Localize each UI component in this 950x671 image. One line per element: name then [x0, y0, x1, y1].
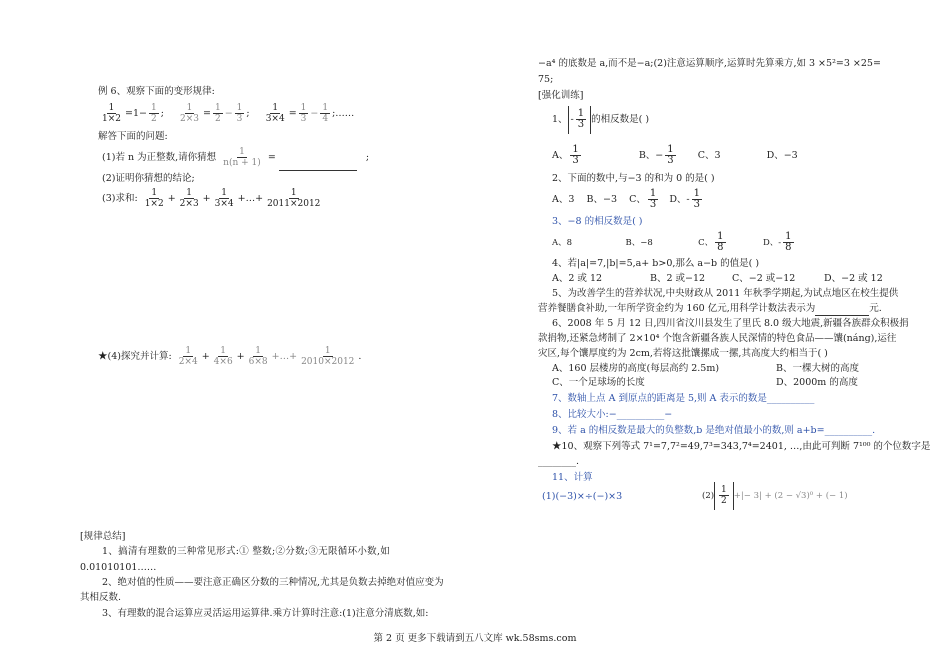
summary-2: 2、绝对值的性质——要注意正确区分数的三种情况,尤其是负数去掉绝对值应变为 — [102, 577, 444, 588]
fraction: $\frac{1}{8}$ — [717, 231, 724, 253]
answer-blank — [815, 303, 869, 316]
top-continuation: −a⁴ 的底数是 a,而不是−a;(2)注意运算顺序,运算时先算乘方,如 3 ×5²=3 ×25= — [538, 58, 881, 69]
drill-question-3: 3、−8 的相反数是( ) — [552, 216, 643, 227]
drill-question-2-options: A、3 B、−3 C、 $\frac{1}{3}$ D、- $\frac{1}{3}$ — [552, 188, 701, 210]
drill-question-1-options: A、 $\frac{1}{3}$ B、− $\frac{1}{3}$ C、3 D、−3 — [552, 144, 798, 166]
drill-question-10: ★10、观察下列等式 7¹=7,7²=49,7³=343,7⁴=2401, …,由此可判断 7¹⁰⁰ 的个位数字是 — [552, 441, 931, 452]
fraction: $\frac{1}{3}$ — [649, 188, 657, 210]
summary-title: [规律总结] — [80, 531, 126, 542]
calc-1: (1)(−3)×÷(−)×3 — [542, 491, 623, 502]
drill-question-10-cont: ________. — [538, 456, 580, 467]
fraction: $\frac{1}{2011\times 2012}$ — [267, 188, 321, 209]
fraction: $\frac{1}{3}$ — [572, 144, 579, 166]
fraction: $\frac{1}{4\times 6}$ — [213, 346, 233, 367]
summary-1: 1、搞清有理数的三种常见形式:① 整数;②分数;③无限循环小数,如 — [102, 546, 391, 557]
fraction: $\frac{1}{2010\times 2012}$ — [301, 346, 355, 367]
drill-question-2: 2、下面的数中,与−3 的和为 0 的是( ) — [552, 173, 715, 184]
fraction: $\frac{1}{2\times 4}$ — [178, 346, 198, 367]
drill-question-6-option-a: A、160 层楼房的高度(每层高约 2.5m) — [552, 363, 720, 374]
question-2: (2)证明你猜想的结论; — [102, 173, 195, 184]
top-continuation-2: 75; — [538, 74, 554, 85]
fraction: $\frac{1}{3}$ — [667, 144, 674, 166]
fraction: $\frac{1}{4}$ — [322, 103, 329, 124]
page-footer: 第 2 页 更多下载请到五八文库 wk.58sms.com — [373, 633, 577, 644]
drill-question-9: 9、若 a 的相反数是最大的负整数,b 是绝对值最小的数,则 a+b=__________. — [552, 425, 876, 436]
question-3: (3)求和: $\frac{1}{1\times 2}$ + $\frac{1}{2\times 3}$ + $\frac{1}{3\times 4}$ +…+ $\frac{1}{2011\times 2012}$ — [102, 188, 321, 209]
fraction: $\frac{1}{3\times 4}$ — [214, 188, 234, 209]
fraction: $\frac{1}{3}$ — [300, 103, 307, 124]
drill-question-6-cont-2: 灾区,每个馕厚度约为 2cm,若将这批馕摞成一摞,其高度大约相当于( ) — [538, 348, 828, 359]
drill-question-3-options: A、8 B、−8 C、 $\frac{1}{8}$ D、- $\frac{1}{8}$ — [552, 231, 792, 253]
drill-question-6-option-c: C、一个足球场的长度 — [552, 377, 645, 388]
drill-question-8: 8、比较大小:−__________− — [552, 409, 673, 420]
calc-2: (2) $\frac{1}{2}$ +|− 3| + (2 − √3)⁰ + (− 1) — [702, 482, 848, 510]
pattern-line: $\frac{1}{1\times 2}$ =1− $\frac{1}{2}$ ; $\frac{1}{2\times 3}$ = $\frac{1}{2}$ − $\frac{1}{3}$ ; $\frac{1}{3\times 4}$ = $\frac{1}{3}$ − $\frac{1}{4}$ ;…… — [102, 103, 355, 124]
drill-question-5-cont: 营养餐膳食补助,一年所学资金约为 160 亿元,用科学计数法表示为 元. — [538, 303, 882, 314]
answer-blank — [279, 146, 357, 171]
fraction: $\frac{1}{2}$ — [214, 103, 221, 124]
fraction: $\frac{1}{n(n + 1)}$ — [223, 147, 261, 168]
fraction: $\frac{1}{6\times 8}$ — [248, 346, 268, 367]
drill-question-6: 6、2008 年 5 月 12 日,四川省汶川县发生了里氏 8.0 级大地震,新疆各族群众积极捐 — [552, 318, 909, 329]
summary-2-cont: 其相反数. — [80, 592, 122, 603]
fraction: $\frac{1}{3}$ — [577, 108, 585, 130]
drill-question-1: 1、 - $\frac{1}{3}$ 的相反数是( ) — [552, 106, 649, 134]
fraction: $\frac{1}{3}$ — [693, 188, 701, 210]
fraction: $\frac{1}{1\times 2}$ — [144, 188, 164, 209]
fraction: $\frac{1}{3\times 4}$ — [265, 103, 285, 124]
document-page: 例 6、观察下面的变形规律: $\frac{1}{1\times 2}$ =1− $\frac{1}{2}$ ; $\frac{1}{2\times 3}$ = $\frac{1}{2}$ − $\frac{1}{3}$ ; $\frac{1}{3\times 4}$ = $\frac{1}{3}$ − $\frac{1}{4}$ ;…… 解答下面的问题: (1)若 n 为正整数,请你猜想 $\frac{1}{n(n + 1)}$ = ; (2)证明你猜想的结论; (3)求和: $\frac{1}{1\times 2}$ + $\frac{1}{2\times 3}$ + $\frac{1}{3\times 4}$ +…+ $\frac{1}{2011\times 2012}$ ★(4)探究并计算: $\frac{1}{2\times 4}$ + $\frac{1}{4\times 6}$ + $\frac{1}{6\times 8}$ +…+ $\frac{1}{2010\times 2012}$ . [规律总结] 1、搞清有理数的三种常见形式:① 整数;②分数;③无限循环小数,如 0.01010101…… 2、绝对值的性质——要注意正确区分数的三种情况,尤其是负数去掉绝对值应变为 其相反数. 3、有理数的混合运算应灵活运用运算律.乘方计算时注意:(1)注意分清底数,如: −a⁴ 的底数是 a,而不是−a;(2)注意运算顺序,运算时先算乘方,如 3 ×5²=3 ×25= 75; [强化训练] 1、 - $\frac{1}{3}$ 的相反数是( ) A、 $\frac{1}{3}$ B、− $\frac{1}{3}$ C、3 D、−3 2、下面的数中,与−3 的和为 0 的是( ) A、3 B、−3 C、 $\frac{1}{3}$ D、- $\frac{1}{3}$ 3、−8 的相反数是( ) A、8 B、−8 C、 $\frac{1}{8}$ D、- $\frac{1}{8}$ 4、若|a|=7,|b|=5,a+ b>0,那么 a−b 的值是( ) A、2 或 12 B、2 或−12 C、−2 或−12 D、−2 或 12 5、为改善学生的营养状况,中央财政从 2011 年秋季学期起,为试点地区在校生提供 营养餐膳食补助,一年所学资金约为 160 亿元,用科学计数法表示为 元. 6、2008 年 5 月 12 日,四川省汶川县发生了里氏 8.0 级大地震,新疆各族群众积极捐 款捐物,还紧急烤制了 2×10⁴ 个饱含新疆各族人民深情的特色食品——馕(náng),运往 灾区,每个馕厚度约为 2cm,若将这批馕摞成一摞,其高度大约相当于( ) A、160 层楼房的高度(每层高约 2.5m) B、一棵大树的高度 C、一个足球场的长度 D、2000m 的高度 7、数轴上点 A 到原点的距离是 5,则 A 表示的数是__________ 8、比较大小:−__________− 9、若 a 的相反数是最大的负整数,b 是绝对值最小的数,则 a+b=__________. ★10、观察下列等式 7¹=7,7²=49,7³=343,7⁴=2401, …,由此可判断 7¹⁰⁰ 的个位数字是 ________. 11、计算 (1)(−3)×÷(−)×3 (2) $\frac{1}{2}$ +|− 3| + (2 − √3)⁰ + (− 1) 第 2 页 更多下载请到五八文库 wk.58sms.com — [0, 0, 950, 671]
bracket — [714, 482, 734, 510]
fraction: $\frac{1}{8}$ — [785, 231, 792, 253]
drill-question-5: 5、为改善学生的营养状况,中央财政从 2011 年秋季学期起,为试点地区在校生提供 — [552, 288, 899, 299]
fraction: $\frac{1}{2\times 3}$ — [180, 103, 199, 124]
fraction: $\frac{1}{2}$ — [150, 103, 157, 124]
summary-3: 3、有理数的混合运算应灵活运用运算律.乘方计算时注意:(1)注意分清底数,如: — [102, 608, 429, 619]
fraction: $\frac{1}{1\times 2}$ — [102, 103, 121, 124]
drill-question-11: 11、计算 — [552, 472, 593, 483]
drill-title: [强化训练] — [538, 90, 584, 101]
question-1: (1)若 n 为正整数,请你猜想 $\frac{1}{n(n + 1)}$ = ; — [102, 146, 369, 171]
question-4: ★(4)探究并计算: $\frac{1}{2\times 4}$ + $\frac{1}{4\times 6}$ + $\frac{1}{6\times 8}$ +…+ $\frac{1}{2010\times 2012}$ . — [98, 346, 362, 367]
fraction: $\frac{1}{3}$ — [236, 103, 243, 124]
drill-question-7: 7、数轴上点 A 到原点的距离是 5,则 A 表示的数是__________ — [552, 393, 815, 404]
answer-prompt: 解答下面的问题: — [98, 131, 168, 142]
fraction: $\frac{1}{2}$ — [721, 485, 727, 506]
drill-question-6-cont: 款捐物,还紧急烤制了 2×10⁴ 个饱含新疆各族人民深情的特色食品——馕(náng),运往 — [538, 333, 897, 344]
drill-question-6-option-b: B、一棵大树的高度 — [776, 363, 859, 374]
drill-question-4: 4、若|a|=7,|b|=5,a+ b>0,那么 a−b 的值是( ) — [552, 258, 760, 269]
example-6-title: 例 6、观察下面的变形规律: — [98, 86, 215, 97]
absolute-value: - $\frac{1}{3}$ — [568, 106, 592, 134]
fraction: $\frac{1}{2\times 3}$ — [179, 188, 199, 209]
drill-question-6-option-d: D、2000m 的高度 — [776, 377, 858, 388]
summary-1-cont: 0.01010101…… — [80, 562, 157, 573]
